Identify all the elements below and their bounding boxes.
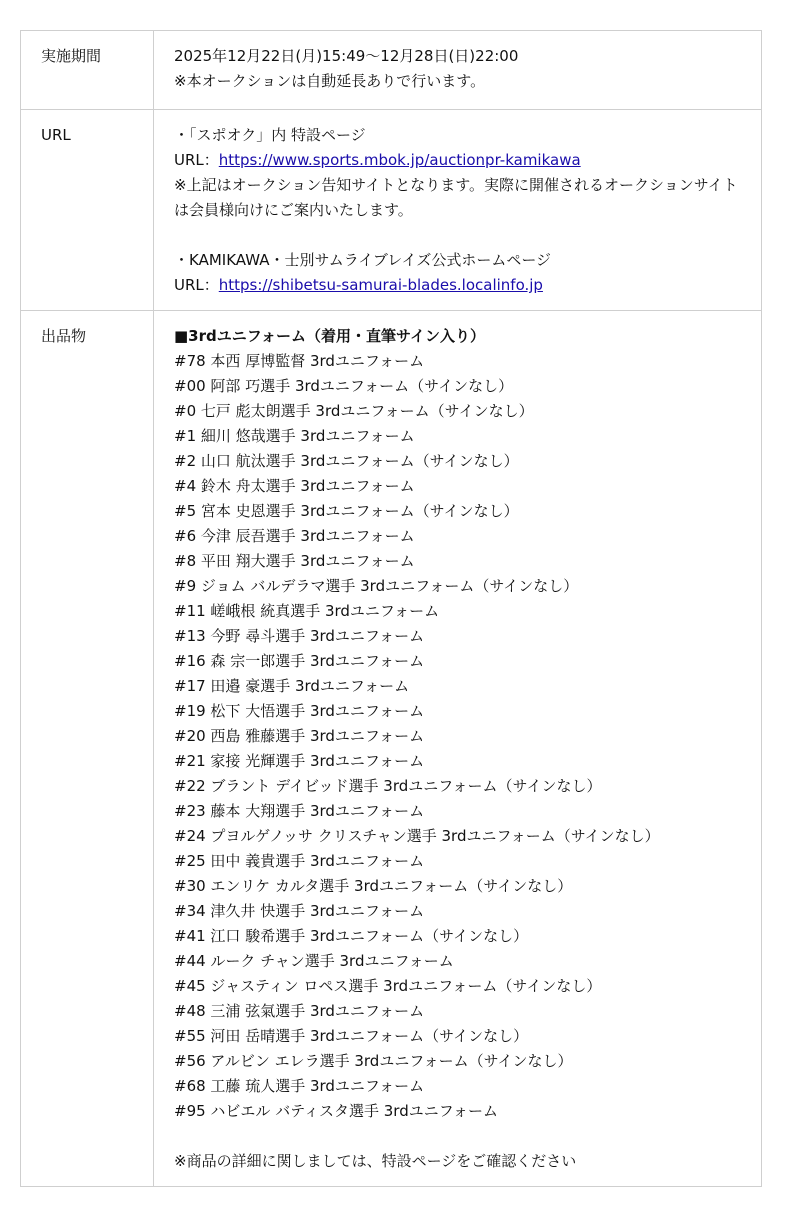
spacer (174, 223, 751, 248)
list-item: #41 江口 駿希選手 3rdユニフォーム（サインなし） (174, 927, 529, 945)
site1-note: ※上記はオークション告知サイトとなります。実際に開催されるオークションサイトは会員様向けにご案内いたします。 (174, 176, 738, 219)
site2-title: ・KAMIKAWA・士別サムライブレイズ公式ホームページ (174, 251, 552, 269)
list-item: #6 今津 辰吾選手 3rdユニフォーム (174, 527, 415, 545)
items-heading: ■3rdユニフォーム（着用・直筆サイン入り） (174, 327, 485, 345)
list-item: #22 ブラント デイビッド選手 3rdユニフォーム（サインなし） (174, 777, 602, 795)
list-item: #19 松下 大悟選手 3rdユニフォーム (174, 702, 425, 720)
list-item: #23 藤本 大翔選手 3rdユニフォーム (174, 802, 425, 820)
items-row (21, 311, 762, 1187)
period-row (21, 31, 762, 110)
site1-url-prefix: URL： (174, 151, 219, 169)
list-item: #00 阿部 巧選手 3rdユニフォーム（サインなし） (174, 377, 514, 395)
site2-url-line (174, 273, 751, 298)
list-item: #20 西島 雅藤選手 3rdユニフォーム (174, 727, 425, 745)
list-item: #56 アルビン エレラ選手 3rdユニフォーム（サインなし） (174, 1052, 573, 1070)
url-value (154, 110, 762, 311)
item-list (174, 349, 751, 1124)
items-value (154, 311, 762, 1187)
list-item: #78 本西 厚博監督 3rdユニフォーム (174, 352, 425, 370)
list-item: #1 細川 悠哉選手 3rdユニフォーム (174, 427, 415, 445)
period-value (154, 31, 762, 110)
list-item: #4 鈴木 舟太選手 3rdユニフォーム (174, 477, 415, 495)
spacer (174, 1124, 751, 1149)
items-label: 出品物 (21, 311, 154, 1187)
list-item: #0 七戸 彪太朗選手 3rdユニフォーム（サインなし） (174, 402, 534, 420)
period-note: ※本オークションは自動延長ありで行います。 (174, 72, 486, 90)
site1-title: ・「スポオク」内 特設ページ (174, 126, 366, 144)
list-item: #55 河田 岳晴選手 3rdユニフォーム（サインなし） (174, 1027, 529, 1045)
url-label: URL (21, 110, 154, 311)
list-item: #5 宮本 史恩選手 3rdユニフォーム（サインなし） (174, 502, 519, 520)
list-item: #8 平田 翔大選手 3rdユニフォーム (174, 552, 415, 570)
site1-url-line (174, 148, 751, 173)
list-item: #11 嵯峨根 統真選手 3rdユニフォーム (174, 602, 440, 620)
list-item: #68 工藤 琉人選手 3rdユニフォーム (174, 1077, 425, 1095)
site1-link[interactable]: https://www.sports.mbok.jp/auctionpr-kamikawa (218, 151, 581, 169)
site2-link[interactable]: https://shibetsu-samurai-blades.localinfo.jp (218, 276, 543, 294)
list-item: #2 山口 航汰選手 3rdユニフォーム（サインなし） (174, 452, 519, 470)
period-label: 実施期間 (21, 31, 154, 110)
list-item: #24 プヨルゲノッサ クリスチャン選手 3rdユニフォーム（サインなし） (174, 827, 660, 845)
list-item: #21 家接 光輝選手 3rdユニフォーム (174, 752, 425, 770)
list-item: #45 ジャスティン ロペス選手 3rdユニフォーム（サインなし） (174, 977, 602, 995)
list-item: #16 森 宗一郎選手 3rdユニフォーム (174, 652, 425, 670)
list-item: #44 ルーク チャン選手 3rdユニフォーム (174, 952, 454, 970)
period-dates: 2025年12月22日(月)15:49〜12月28日(日)22:00 (174, 47, 519, 65)
url-row (21, 110, 762, 311)
site2-url-prefix: URL： (174, 276, 219, 294)
list-item: #48 三浦 弦氣選手 3rdユニフォーム (174, 1002, 425, 1020)
list-item: #95 ハビエル バティスタ選手 3rdユニフォーム (174, 1102, 498, 1120)
list-item: #25 田中 義貴選手 3rdユニフォーム (174, 852, 425, 870)
list-item: #30 エンリケ カルタ選手 3rdユニフォーム（サインなし） (174, 877, 573, 895)
items-footer-note: ※商品の詳細に関しましては、特設ページをご確認ください (174, 1152, 577, 1170)
list-item: #17 田邉 豪選手 3rdユニフォーム (174, 677, 410, 695)
list-item: #9 ジョム バルデラマ選手 3rdユニフォーム（サインなし） (174, 577, 579, 595)
list-item: #13 今野 尋斗選手 3rdユニフォーム (174, 627, 425, 645)
auction-info-table (20, 30, 762, 1187)
list-item: #34 津久井 快選手 3rdユニフォーム (174, 902, 425, 920)
